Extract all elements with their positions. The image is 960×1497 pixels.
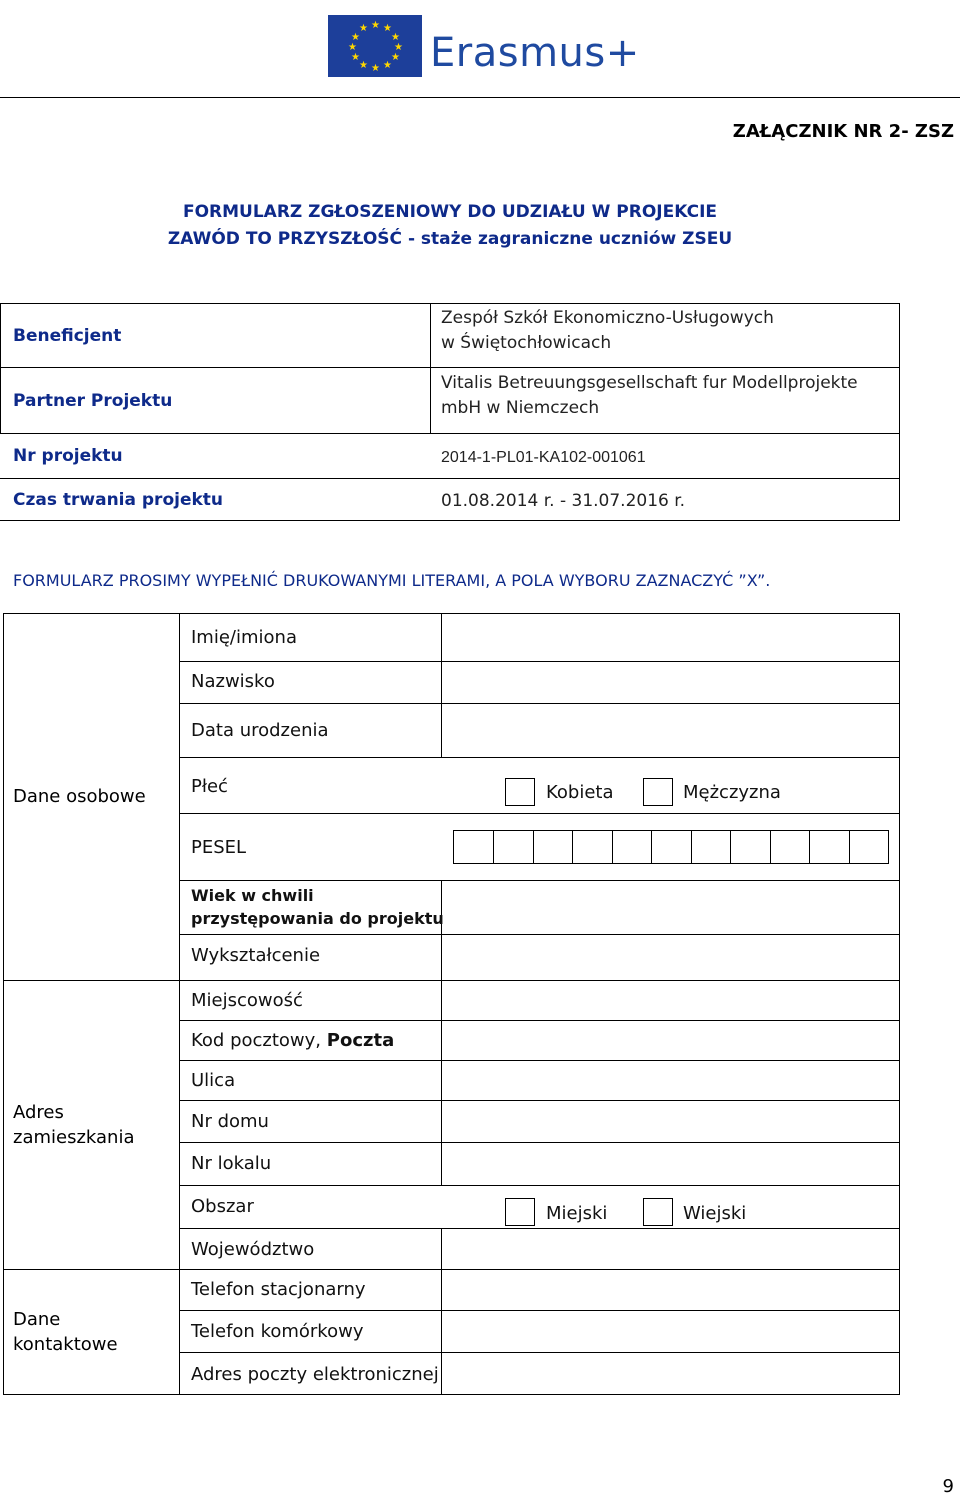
- gender-male-checkbox[interactable]: [643, 778, 673, 806]
- star-icon: ★: [351, 32, 360, 43]
- section-address-line2: zamieszkania: [13, 1127, 135, 1148]
- partner-value-line1: Vitalis Betreuungsgesellschaft fur Modellprojekte: [441, 373, 858, 393]
- table-border: [0, 478, 900, 479]
- gender-label: Płeć: [191, 776, 228, 797]
- landline-label: Telefon stacjonarny: [191, 1279, 366, 1300]
- city-input[interactable]: [443, 981, 898, 1019]
- partner-label: Partner Projektu: [13, 391, 173, 411]
- area-urban-checkbox[interactable]: [505, 1198, 535, 1226]
- star-icon: ★: [383, 60, 392, 71]
- star-icon: ★: [394, 42, 403, 53]
- house-number-label: Nr domu: [191, 1111, 269, 1132]
- annex-label: ZAŁĄCZNIK NR 2- ZSZ: [732, 121, 954, 142]
- duration-label: Czas trwania projektu: [13, 490, 224, 510]
- table-border: [899, 613, 900, 1394]
- pesel-digit-cell[interactable]: [770, 830, 810, 864]
- last-name-label: Nazwisko: [191, 671, 275, 692]
- last-name-input[interactable]: [443, 662, 898, 702]
- post-office-text: Poczta: [326, 1030, 395, 1051]
- postal-code-text: Kod pocztowy,: [191, 1030, 322, 1051]
- section-address-line1: Adres: [13, 1102, 64, 1123]
- pesel-digit-cell[interactable]: [533, 830, 573, 864]
- pesel-digit-cell[interactable]: [730, 830, 771, 864]
- mobile-label: Telefon komórkowy: [191, 1321, 364, 1342]
- age-label-line2: przystępowania do projektu: [191, 909, 444, 928]
- pesel-label: PESEL: [191, 837, 247, 858]
- table-border: [441, 613, 442, 757]
- duration-value: 01.08.2014 r. - 31.07.2016 r.: [441, 491, 686, 511]
- page-number: 9: [942, 1476, 954, 1497]
- pesel-digit-cell[interactable]: [651, 830, 692, 864]
- city-label: Miejscowość: [191, 990, 303, 1011]
- pesel-digit-cell[interactable]: [453, 830, 494, 864]
- apartment-number-input[interactable]: [443, 1143, 898, 1184]
- table-border: [899, 303, 900, 521]
- section-contact-line1: Dane: [13, 1309, 61, 1330]
- form-title-line2: ZAWÓD TO PRZYSZŁOŚĆ - staże zagraniczne uczniów ZSEU: [167, 229, 733, 249]
- education-label: Wykształcenie: [191, 945, 321, 966]
- age-input[interactable]: [443, 881, 898, 933]
- project-number-label: Nr projektu: [13, 446, 123, 466]
- birth-date-label: Data urodzenia: [191, 720, 329, 741]
- header-divider: [0, 97, 960, 98]
- pesel-digit-cell[interactable]: [612, 830, 652, 864]
- table-border: [0, 303, 900, 304]
- section-contact-line2: kontaktowe: [13, 1334, 118, 1355]
- age-label-line1: Wiek w chwili: [191, 886, 314, 905]
- star-icon: ★: [391, 32, 400, 43]
- star-icon: ★: [371, 20, 380, 31]
- email-label: Adres poczty elektronicznej: [191, 1364, 439, 1385]
- house-number-input[interactable]: [443, 1101, 898, 1141]
- pesel-digit-cell[interactable]: [493, 830, 534, 864]
- table-border: [0, 520, 900, 521]
- table-border: [0, 367, 900, 368]
- table-border: [179, 813, 900, 814]
- voivodeship-label: Województwo: [191, 1239, 315, 1260]
- mobile-input[interactable]: [443, 1311, 898, 1351]
- pesel-digit-cell[interactable]: [849, 830, 889, 864]
- table-border: [0, 433, 900, 434]
- star-icon: ★: [348, 42, 357, 53]
- first-name-input[interactable]: [443, 614, 898, 660]
- partner-value-line2: mbH w Niemczech: [441, 398, 600, 418]
- table-border: [179, 757, 900, 758]
- apartment-number-label: Nr lokalu: [191, 1153, 272, 1174]
- table-border: [441, 1228, 442, 1394]
- table-border: [3, 613, 4, 1394]
- email-input[interactable]: [443, 1353, 898, 1393]
- beneficiary-value-line2: w Świętochłowicach: [441, 333, 612, 353]
- birth-date-input[interactable]: [443, 704, 898, 756]
- area-rural-label: Wiejski: [683, 1203, 747, 1224]
- area-label: Obszar: [191, 1196, 254, 1217]
- gender-male-label: Mężczyzna: [683, 782, 781, 803]
- eu-flag-logo: [328, 15, 422, 77]
- street-label: Ulica: [191, 1070, 236, 1091]
- table-border: [179, 1185, 900, 1186]
- beneficiary-label: Beneficjent: [13, 326, 122, 346]
- project-number-value: 2014-1-PL01-KA102-001061: [441, 449, 646, 466]
- gender-female-label: Kobieta: [546, 782, 614, 803]
- first-name-label: Imię/imiona: [191, 627, 297, 648]
- star-icon: ★: [359, 60, 368, 71]
- education-input[interactable]: [443, 935, 898, 979]
- landline-input[interactable]: [443, 1270, 898, 1309]
- street-input[interactable]: [443, 1061, 898, 1099]
- pesel-digit-cell[interactable]: [809, 830, 850, 864]
- fill-instruction: FORMULARZ PROSIMY WYPEŁNIĆ DRUKOWANYMI LITERAMI, A POLA WYBORU ZAZNACZYĆ ”X”.: [13, 571, 771, 590]
- beneficiary-value-line1: Zespół Szkół Ekonomiczno-Usługowych: [441, 308, 774, 328]
- table-border: [430, 303, 431, 434]
- star-icon: ★: [371, 63, 380, 74]
- table-border: [179, 613, 180, 1394]
- star-icon: ★: [359, 23, 368, 34]
- pesel-digit-cell[interactable]: [691, 830, 731, 864]
- gender-female-checkbox[interactable]: [505, 778, 535, 806]
- postal-code-label: [191, 1030, 394, 1052]
- postal-code-input[interactable]: [443, 1021, 898, 1059]
- erasmus-logo-text: Erasmus+: [430, 30, 640, 76]
- star-icon: ★: [391, 52, 400, 63]
- table-border: [3, 1394, 900, 1395]
- area-rural-checkbox[interactable]: [643, 1198, 673, 1226]
- voivodeship-input[interactable]: [443, 1229, 898, 1268]
- area-urban-label: Miejski: [546, 1203, 608, 1224]
- form-title-line1: FORMULARZ ZGŁOSZENIOWY DO UDZIAŁU W PROJEKCIE: [182, 202, 718, 222]
- star-icon: ★: [383, 23, 392, 34]
- star-icon: ★: [351, 52, 360, 63]
- pesel-digit-cell[interactable]: [572, 830, 613, 864]
- section-personal-data: Dane osobowe: [13, 786, 146, 807]
- table-border: [0, 303, 1, 434]
